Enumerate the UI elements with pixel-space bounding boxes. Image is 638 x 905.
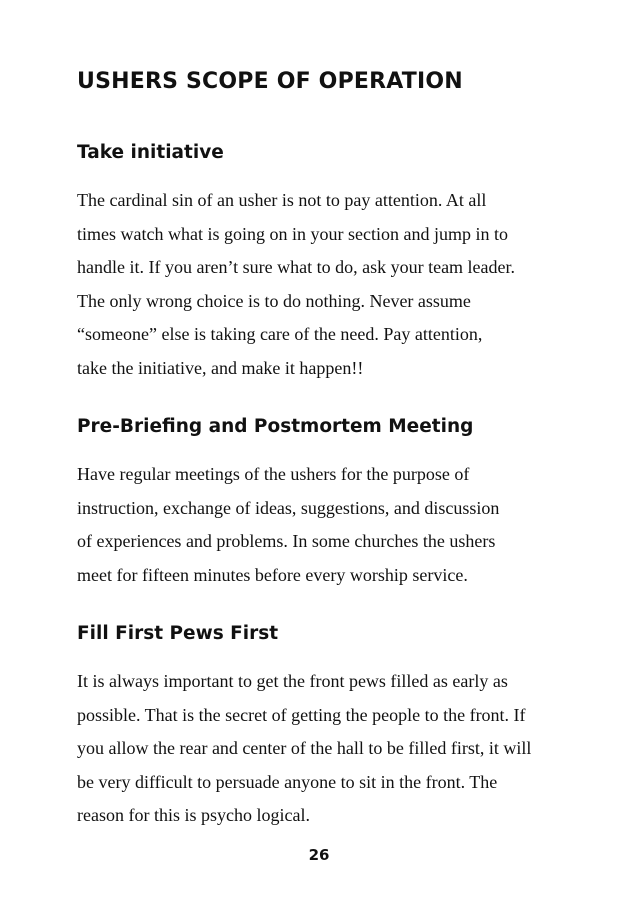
paragraph-line: “someone” else is taking care of the need. Pay attention, <box>77 324 483 344</box>
paragraph-line: take the initiative, and make it happen!! <box>77 357 364 378</box>
paragraph-line: handle it. If you aren’t sure what to do, ask your team leader. <box>77 257 516 277</box>
paragraph-line: possible. That is the secret of getting the people to the front. If <box>77 704 526 725</box>
paragraph-line: times watch what is going on in your section and jump in to <box>77 223 508 244</box>
paragraph-line: of experiences and problems. In some churches the ushers <box>77 531 496 551</box>
paragraph-line: reason for this is psycho logical. <box>77 805 310 825</box>
section-heading-take-initiative: Take initiative <box>77 142 224 163</box>
section-heading-fill-first-pews: Fill First Pews First <box>77 623 279 644</box>
paragraph-line: The only wrong choice is to do nothing. Never assume <box>77 290 471 311</box>
page-title: USHERS SCOPE OF OPERATION <box>77 69 463 94</box>
paragraph-line: instruction, exchange of ideas, suggestions, and discussion <box>77 497 500 518</box>
section-heading-pre-briefing: Pre-Briefing and Postmortem Meeting <box>77 416 474 437</box>
page-number: 26 <box>308 846 330 864</box>
paragraph-line: The cardinal sin of an usher is not to pay attention. At all <box>77 190 487 210</box>
paragraph-line: meet for fifteen minutes before every worship service. <box>77 564 468 585</box>
paragraph-line: Have regular meetings of the ushers for the purpose of <box>77 464 470 484</box>
section-body-pre-briefing <box>77 458 499 592</box>
section-body-fill-first-pews <box>77 665 531 833</box>
paragraph-line: be very difficult to persuade anyone to sit in the front. The <box>77 771 498 792</box>
section-body-take-initiative <box>77 184 515 385</box>
paragraph-line: you allow the rear and center of the hall to be filled first, it will <box>77 738 532 758</box>
paragraph-line: It is always important to get the front pews filled as early as <box>77 671 508 691</box>
